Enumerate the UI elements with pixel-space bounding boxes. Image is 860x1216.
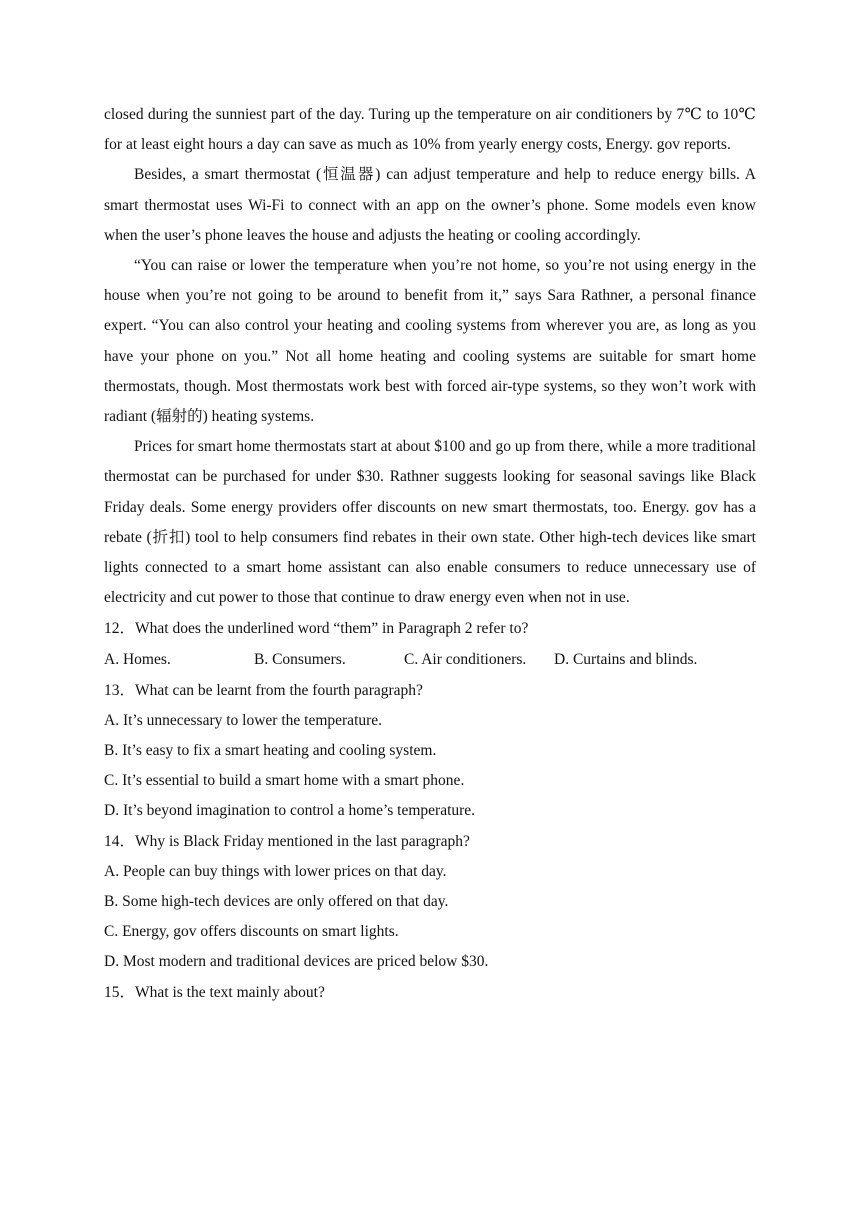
question-14-stem: 14．Why is Black Friday mentioned in the last paragraph? [104,833,470,851]
question-14-option-c: C. Energy, gov offers discounts on smart lights. [104,923,399,941]
question-13-option-d: D. It’s beyond imagination to control a home’s temperature. [104,802,476,820]
question-15-stem: 15．What is the text mainly about? [104,984,325,1002]
question-13-option-c: C. It’s essential to build a smart home with a smart phone. [104,772,465,790]
document-page [104,100,756,1008]
paragraph-4: Prices for smart home thermostats start at about $100 and go up from there, while a more traditional thermostat can be purchased for under $30. Rathner suggests looking for seasonal savings like Black Friday deals. Some energy providers offer discounts on new smart thermostats, too. Energy. gov has a rebate (折扣) tool to help consumers find rebates in their own state. Other high-tech devices like smart lights connected to a smart home assistant can also enable consumers to reduce unnecessary use of electricity and cut power to those that continue to draw energy even when not in use. [104,438,756,607]
question-13-option-b: B. It’s easy to fix a smart heating and cooling system. [104,742,437,760]
question-14-option-a: A. People can buy things with lower prices on that day. [104,863,447,881]
paragraph-1: closed during the sunniest part of the day. Turing up the temperature on air conditioners by 7℃ to 10℃ for at least eight hours a day can save as much as 10% from yearly energy costs, Energy. gov reports. [104,106,756,154]
question-12-option-a: A. Homes. [104,651,171,669]
question-12-stem: 12．What does the underlined word “them” in Paragraph 2 refer to? [104,620,529,638]
question-12-option-c: C. Air conditioners. [404,651,527,669]
question-13-stem: 13．What can be learnt from the fourth paragraph? [104,682,423,700]
paragraph-2: Besides, a smart thermostat (恒温器) can adjust temperature and help to reduce energy bills. A smart thermostat uses Wi-Fi to connect with an app on the owner’s phone. Some models even know when the user’s phone leaves the house and adjusts the heating or cooling accordingly. [104,166,756,244]
question-13-option-a: A. It’s unnecessary to lower the temperature. [104,712,383,730]
question-12-option-d: D. Curtains and blinds. [554,651,698,669]
question-14-option-d: D. Most modern and traditional devices are priced below $30. [104,953,489,971]
question-14-option-b: B. Some high-tech devices are only offered on that day. [104,893,449,911]
question-12-options [104,644,756,675]
paragraph-3: “You can raise or lower the temperature when you’re not home, so you’re not using energy in the house when you’re not going to be around to benefit from it,” says Sara Rathner, a personal finance expert. “You can also control your heating and cooling systems from wherever you are, as long as you have your phone on you.” Not all home heating and cooling systems are suitable for smart home thermostats, though. Most thermostats work best with forced air-type systems, so they won’t work with radiant (辐射的) heating systems. [104,257,756,426]
question-12-option-b: B. Consumers. [254,651,346,669]
